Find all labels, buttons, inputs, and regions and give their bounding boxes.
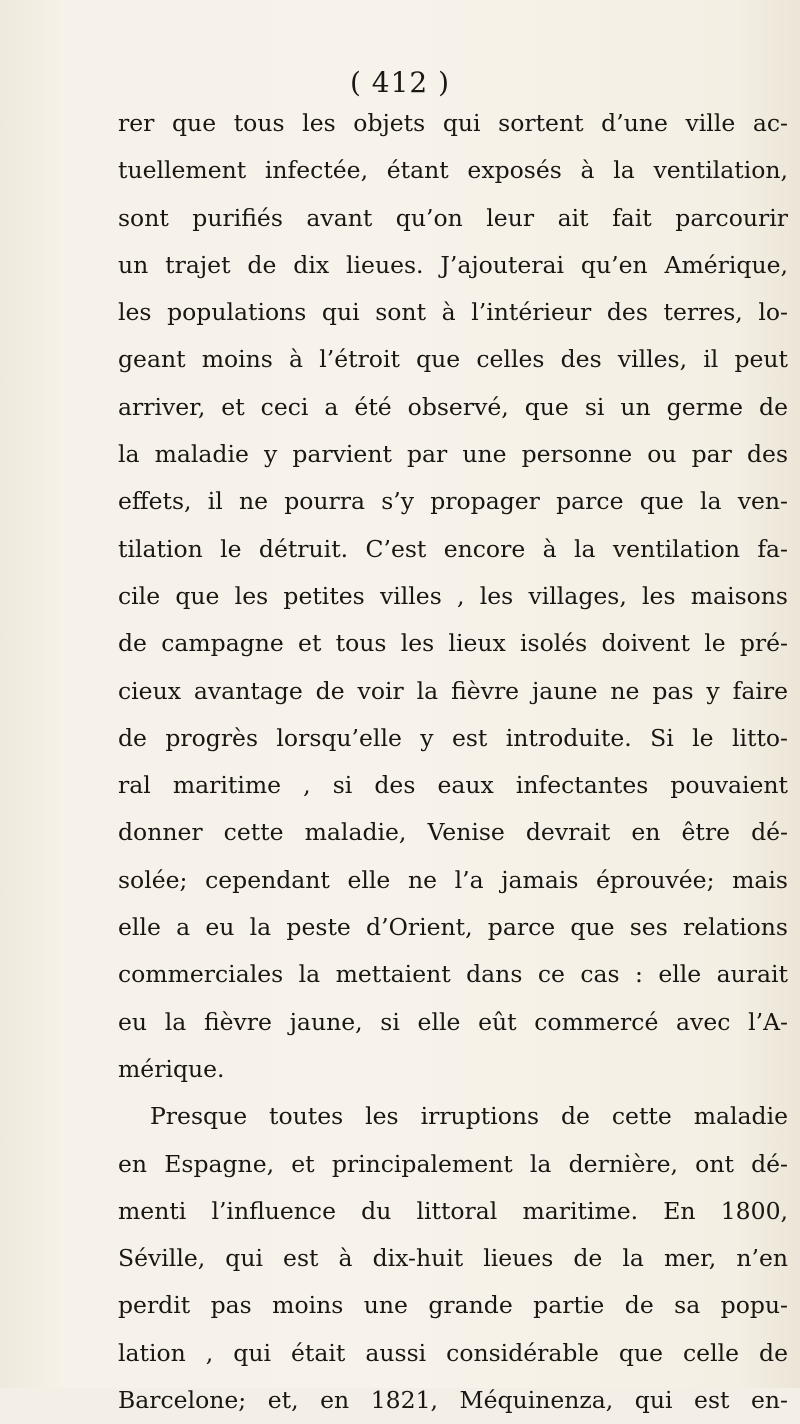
text-line: geant moins à l’étroit que celles des villes, il peut	[118, 345, 788, 374]
text-line: arriver, et ceci a été observé, que si un germe de	[118, 392, 788, 421]
text-line: donner cette maladie, Venise devrait en être dé-	[118, 818, 788, 847]
body-text	[118, 100, 788, 1424]
text-line: de campagne et tous les lieux isolés doivent le pré-	[118, 629, 788, 658]
text-line: Presque toutes les irruptions de cette maladie	[150, 1102, 788, 1131]
text-line: sont purifiés avant qu’on leur ait fait parcourir	[118, 203, 788, 232]
text-line: rer que tous les objets qui sortent d’une ville ac-	[118, 109, 788, 137]
text-line: perdit pas moins une grande partie de sa popu-	[118, 1291, 788, 1320]
text-line: tuellement infectée, étant exposés à la ventilation,	[118, 156, 788, 185]
text-line: en Espagne, et principalement la dernière, ont dé-	[118, 1149, 788, 1178]
text-line: effets, il ne pourra s’y propager parce que la ven-	[118, 487, 788, 516]
text-line: un trajet de dix lieues. J’ajouterai qu’en Amérique,	[118, 250, 788, 279]
text-line: cieux avantage de voir la fièvre jaune ne pas y faire	[118, 676, 788, 705]
text-line: solée; cependant elle ne l’a jamais éprouvée; mais	[118, 865, 788, 894]
text-line: Barcelone; et, en 1821, Méquinenza, qui est en-	[118, 1386, 788, 1415]
text-line: Séville, qui est à dix-huit lieues de la mer, n’en	[118, 1244, 788, 1273]
text-line: les populations qui sont à l’intérieur des terres, lo-	[118, 298, 788, 327]
text-line: menti l’influence du littoral maritime. En 1800,	[118, 1196, 788, 1225]
page-number: ( 412 )	[349, 66, 451, 99]
text-line: mérique.	[118, 1054, 225, 1083]
text-line: tilation le détruit. C’est encore à la ventilation fa-	[118, 534, 788, 563]
text-line: cile que les petites villes , les villages, les maisons	[118, 581, 788, 610]
text-line: ral maritime , si des eaux infectantes pouvaient	[118, 771, 788, 800]
text-line: de progrès lorsqu’elle y est introduite. Si le litto-	[118, 723, 788, 752]
text-line: la maladie y parvient par une personne ou par des	[118, 440, 788, 469]
text-line: eu la fièvre jaune, si elle eût commercé avec l’A-	[118, 1007, 788, 1036]
text-line: commerciales la mettaient dans ce cas : elle aurait	[118, 960, 788, 989]
text-line: elle a eu la peste d’Orient, parce que ses relations	[118, 913, 788, 942]
text-line: lation , qui était aussi considérable que celle de	[118, 1338, 788, 1367]
